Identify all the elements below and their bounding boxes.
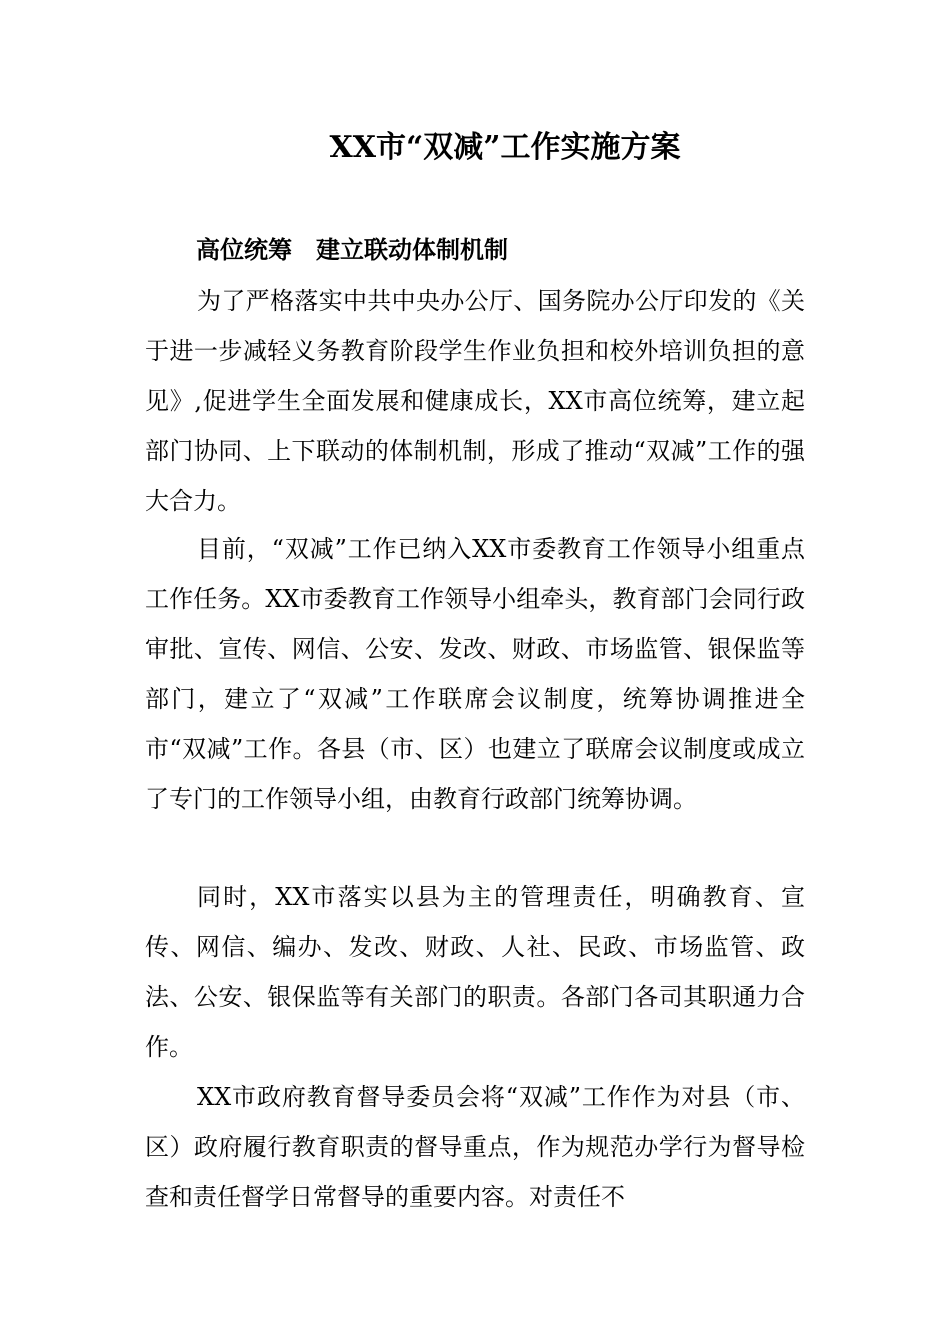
document-title: XX市“双减”工作实施方案 (329, 130, 681, 165)
body-paragraph: 为了严格落实中共中央办公厅、国务院办公厅印发的《关于进一步减轻义务教育阶段学生作业负担和校外培训负担的意见》,促进学生全面发展和健康成长，XX市高位统筹，建立起部门协同、上下联动的体制机制，形成了推动“双减”工作的强大合力。 (145, 287, 805, 515)
body-paragraph: XX市政府教育督导委员会将“双减”工作作为对县（市、区）政府履行教育职责的督导重点，作为规范办学行为督导检查和责任督学日常督导的重要内容。对责任不 (145, 1083, 805, 1211)
body-paragraph: 目前，“双减”工作已纳入XX市委教育工作领导小组重点工作任务。XX市委教育工作领导小组牵头，教育部门会同行政审批、宣传、网信、公安、发改、财政、市场监管、银保监等部门，建立了“双减”工作联席会议制度，统筹协调推进全市“双减”工作。各县（市、区）也建立了联席会议制度或成立了专门的工作领导小组，由教育行政部门统筹协调。 (145, 535, 805, 813)
body-paragraph: 同时，XX市落实以县为主的管理责任，明确教育、宣传、网信、编办、发改、财政、人社、民政、市场监管、政法、公安、银保监等有关部门的职责。各部门各司其职通力合作。 (145, 883, 805, 1061)
section-heading: 高位统筹 建立联动体制机制 (196, 236, 508, 264)
